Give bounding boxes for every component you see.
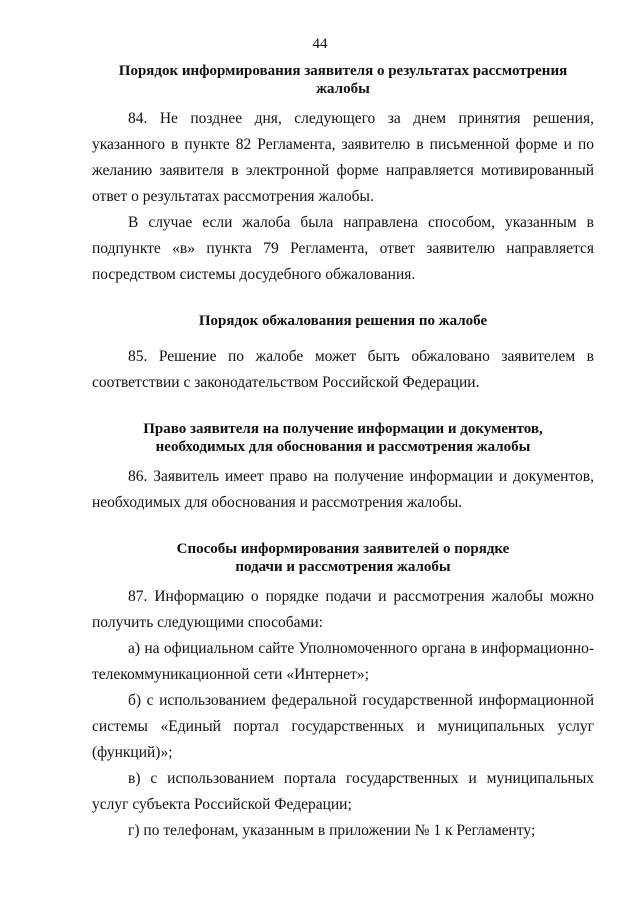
paragraph: В случае если жалоба была направлена способом, указанным в подпункте «в» пункта 79 Регламента, ответ заявителю направляется посредством системы досудебного обжалования. [92,214,594,283]
list-item: г) по телефонам, указанным в приложении № 1 к Регламенту; [128,822,536,839]
paragraph: 84. Не позднее дня, следующего за днем принятия решения, указанного в пункте 82 Регламента, заявителю в письменной форме и по желанию заявителя в электронной форме направляется мотивированный ответ о результатах рассмотрения жалобы. [92,110,594,205]
list-item: а) на официальном сайте Уполномоченного органа в информационно-телекоммуникационной сети «Интернет»; [92,640,594,683]
section-heading: Порядок информирования заявителя о результатах рассмотрения жалобы [118,63,568,97]
list-item: в) с использованием портала государственных и муниципальных услуг субъекта Российской Федерации; [92,770,594,813]
paragraph: 85. Решение по жалобе может быть обжаловано заявителем в соответствии с законодательством Российской Федерации. [92,348,594,391]
section-heading: Право заявителя на получение информации и документов, необходимых для обоснования и рассмотрения жалобы [143,421,543,455]
page-number: 44 [312,36,328,52]
paragraph: 87. Информацию о порядке подачи и рассмотрения жалобы можно получить следующими способами: [92,588,594,631]
paragraph: 86. Заявитель имеет право на получение информации и документов, необходимых для обоснования и рассмотрения жалобы. [92,468,594,511]
list-item: б) с использованием федеральной государственной информационной системы «Единый портал государственных и муниципальных услуг (функций)»; [92,692,594,761]
document-body [92,62,594,844]
section-heading: Порядок обжалования решения по жалобе [198,313,488,329]
section-heading: Способы информирования заявителей о порядке подачи и рассмотрения жалобы [176,541,510,575]
